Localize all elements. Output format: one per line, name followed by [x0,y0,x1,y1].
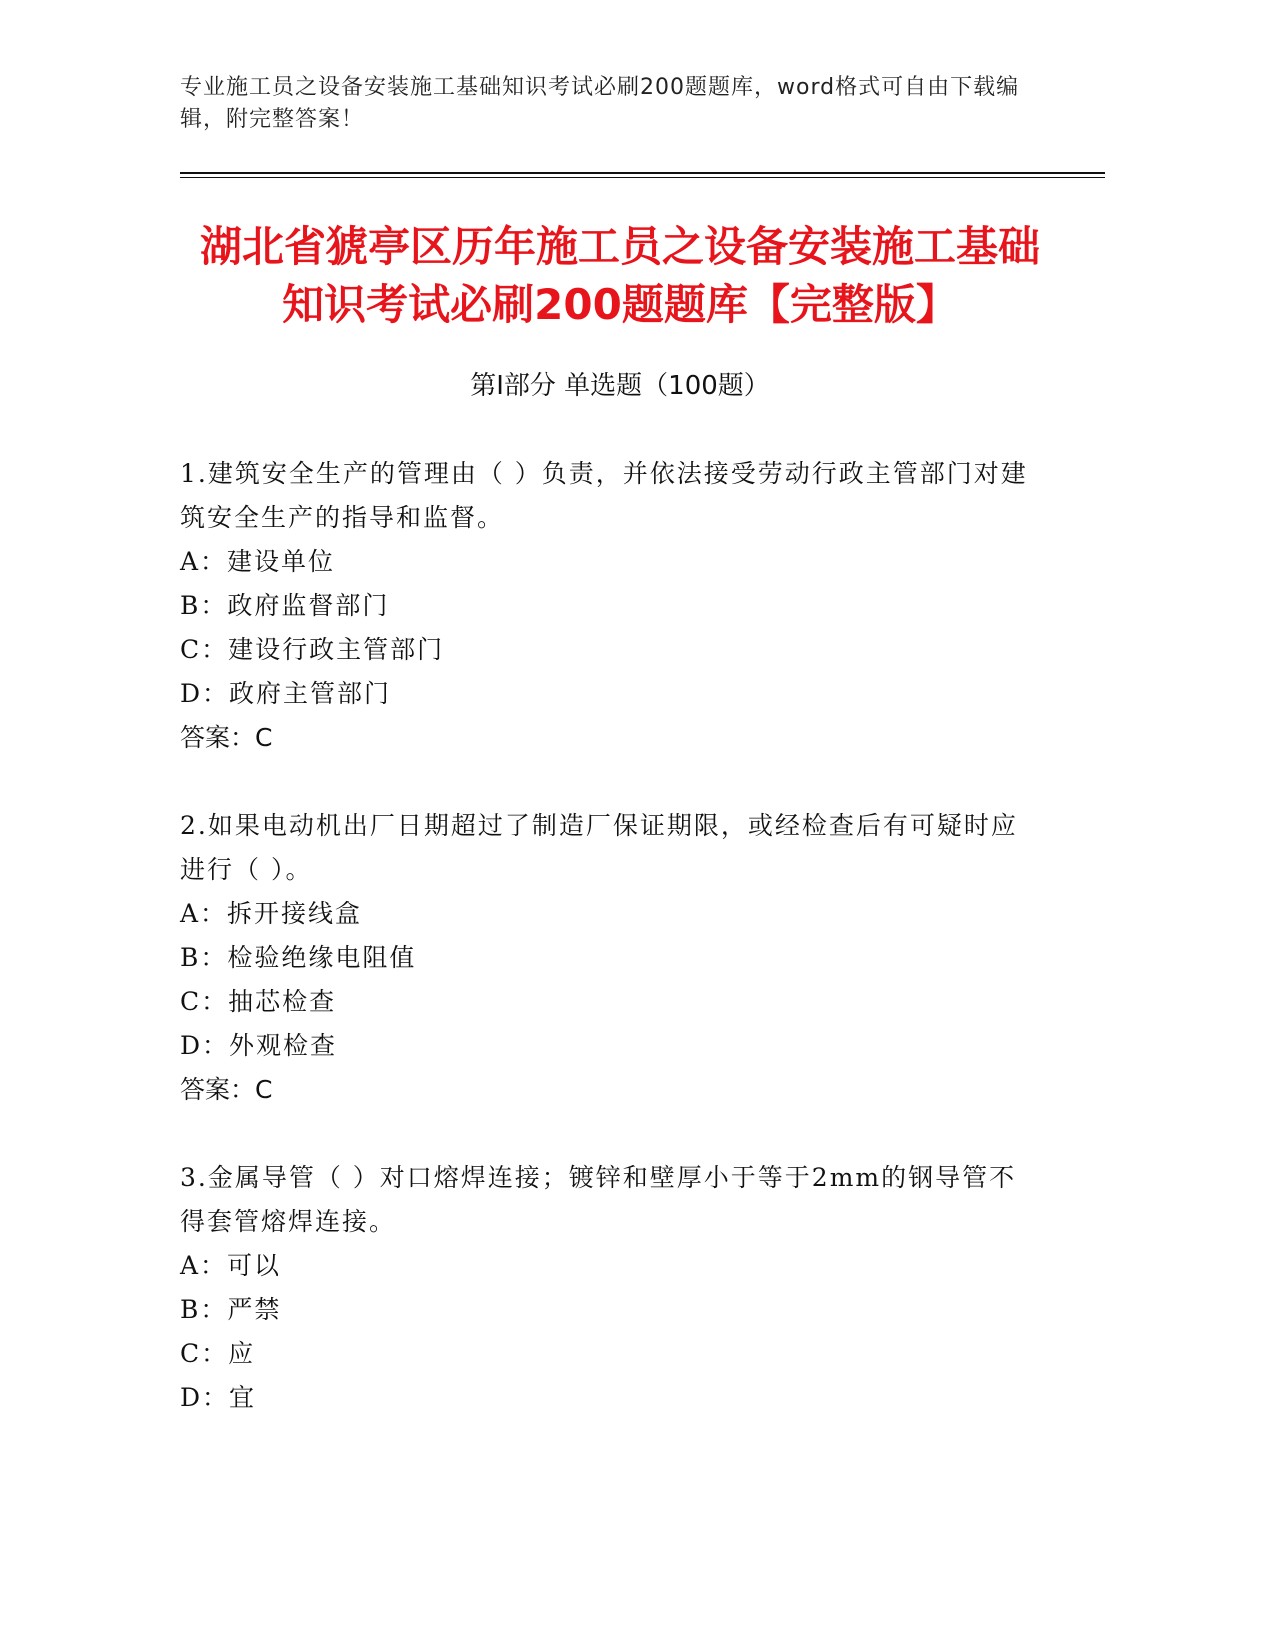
option-c: C：抽芯检查 [180,987,337,1016]
header-note: 专业施工员之设备安装施工基础知识考试必刷200题题库，word格式可自由下载编辑，附完整答案！ [180,75,1020,132]
question-2 [180,804,1040,1112]
option-a: A：拆开接线盒 [180,899,363,928]
header-rule-thick [180,172,1105,174]
answer: 答案：C [180,1075,273,1104]
question-stem: 1.建筑安全生产的管理由（ ）负责，并依法接受劳动行政主管部门对建筑安全生产的指导和监督。 [180,459,1028,532]
option-b: B：检验绝缘电阻值 [180,943,417,972]
question-list [180,452,1040,1464]
question-3 [180,1156,1040,1420]
answer: 答案：C [180,723,273,752]
document-title: 湖北省猇亭区历年施工员之设备安装施工基础知识考试必刷200题题库【完整版】 [199,222,1040,329]
option-b: B：严禁 [180,1295,282,1324]
option-c: C：建设行政主管部门 [180,635,445,664]
question-stem: 2.如果电动机出厂日期超过了制造厂保证期限，或经检查后有可疑时应进行（ ）。 [180,811,1018,884]
option-d: D：政府主管部门 [180,679,392,708]
header-rule-thin [180,177,1105,178]
option-a: A：可以 [180,1251,282,1280]
option-c: C：应 [180,1339,256,1368]
question-1 [180,452,1040,760]
section-title: 第Ⅰ部分 单选题（100题） [470,371,770,401]
option-a: A：建设单位 [180,547,336,576]
option-d: D：外观检查 [180,1031,338,1060]
question-stem: 3.金属导管（ ）对口熔焊连接；镀锌和壁厚小于等于2mm的钢导管不得套管熔焊连接。 [180,1163,1017,1236]
option-b: B：政府监督部门 [180,591,390,620]
option-d: D：宜 [180,1383,257,1412]
